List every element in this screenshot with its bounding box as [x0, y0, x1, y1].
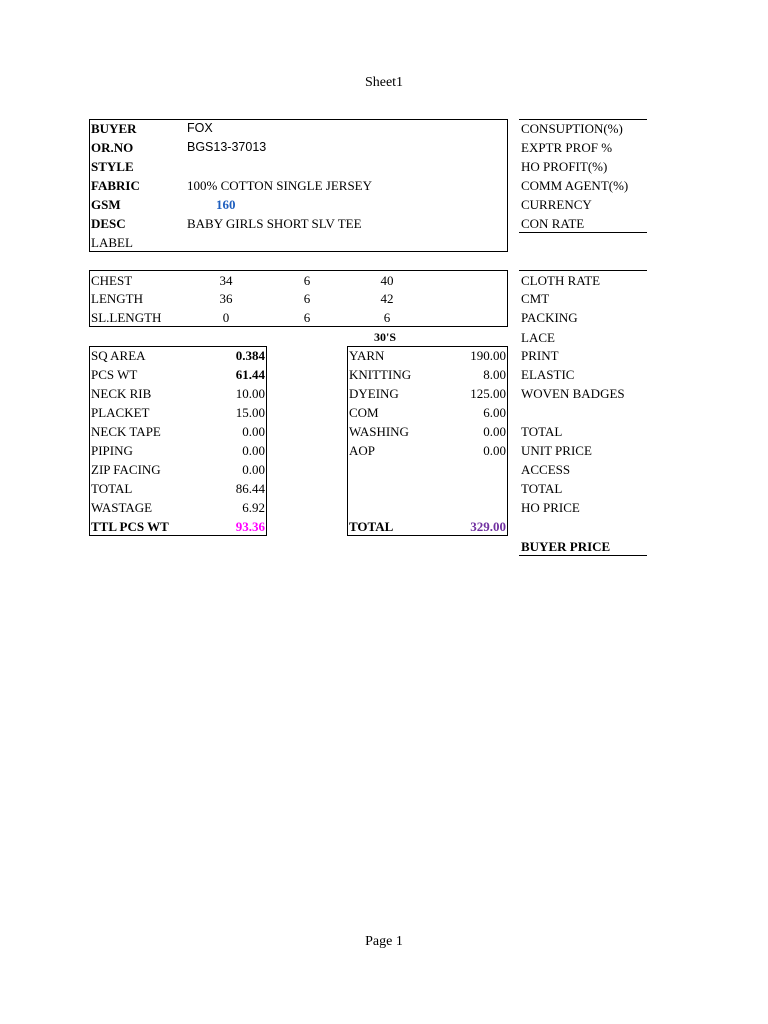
- price-label: LACE: [521, 330, 555, 345]
- rate-label: CON RATE: [521, 216, 585, 231]
- cost-value: 125.00: [470, 386, 506, 401]
- price-label: ACCESS: [521, 462, 571, 477]
- measure-value: 36: [219, 291, 233, 306]
- divider: [519, 555, 647, 556]
- cost-label: KNITTING: [349, 367, 412, 382]
- weight-value: 0.384: [235, 348, 265, 363]
- cost-label: YARN: [349, 348, 385, 363]
- weight-label: PIPING: [91, 443, 133, 458]
- orno-label: OR.NO: [91, 140, 134, 155]
- cost-value: 6.00: [483, 405, 506, 420]
- rate-label: EXPTR PROF %: [521, 140, 613, 155]
- weight-label: ZIP FACING: [91, 462, 161, 477]
- weight-label: WASTAGE: [91, 500, 153, 515]
- price-label: ELASTIC: [521, 367, 575, 382]
- measure-value: 0: [222, 310, 230, 325]
- rate-label: CURRENCY: [521, 197, 592, 212]
- measure-value: 34: [219, 273, 233, 288]
- cost-total-value: 329.00: [470, 519, 506, 534]
- weight-value: 86.44: [235, 481, 265, 496]
- weight-label: NECK RIB: [91, 386, 152, 401]
- measure-label: CHEST: [91, 273, 133, 288]
- weight-value: 0.00: [242, 462, 265, 477]
- measure-value: 42: [380, 291, 394, 306]
- gsm-label: GSM: [91, 197, 121, 212]
- measure-value: 6: [383, 310, 391, 325]
- page-number: Page 1: [365, 934, 403, 949]
- rate-label: COMM AGENT(%): [521, 178, 629, 193]
- cost-label: COM: [349, 405, 379, 420]
- rate-label: HO PROFIT(%): [521, 159, 608, 174]
- measure-label: SL.LENGTH: [91, 310, 162, 325]
- divider: [519, 119, 647, 120]
- gsm-value: 160: [216, 197, 236, 212]
- fabric-value: 100% COTTON SINGLE JERSEY: [187, 178, 373, 193]
- price-label: HO PRICE: [521, 500, 580, 515]
- buyer-value: FOX: [187, 121, 213, 135]
- weight-label: PCS WT: [91, 367, 138, 382]
- measure-value: 6: [303, 273, 311, 288]
- buyer-price-label: BUYER PRICE: [521, 539, 611, 554]
- sheet-title: Sheet1: [364, 75, 404, 90]
- weight-value: 6.92: [242, 500, 265, 515]
- cost-label: AOP: [349, 443, 376, 458]
- price-label: CMT: [521, 291, 550, 306]
- weight-label: NECK TAPE: [91, 424, 161, 439]
- style-label: STYLE: [91, 159, 134, 174]
- price-label: UNIT PRICE: [521, 443, 592, 458]
- measure-value: 40: [380, 273, 394, 288]
- weight-value: 0.00: [242, 443, 265, 458]
- cost-value: 0.00: [483, 443, 506, 458]
- measure-value: 6: [303, 310, 311, 325]
- cost-label: WASHING: [349, 424, 409, 439]
- weight-label: SQ AREA: [91, 348, 146, 363]
- ttl-pcs-wt-value: 93.36: [235, 519, 265, 534]
- ttl-pcs-wt-label: TTL PCS WT: [91, 519, 169, 534]
- price-label: PACKING: [521, 310, 578, 325]
- weight-value: 0.00: [242, 424, 265, 439]
- weight-label: PLACKET: [91, 405, 150, 420]
- divider: [519, 232, 647, 233]
- cost-value: 190.00: [470, 348, 506, 363]
- cost-value: 0.00: [483, 424, 506, 439]
- fabric-label: FABRIC: [91, 178, 140, 193]
- price-label: CLOTH RATE: [521, 273, 601, 288]
- cost-label: DYEING: [349, 386, 399, 401]
- cost-value: 8.00: [483, 367, 506, 382]
- measure-label: LENGTH: [91, 291, 143, 306]
- rate-label: CONSUPTION(%): [521, 121, 623, 136]
- divider: [519, 270, 647, 271]
- label-label: LABEL: [91, 235, 133, 250]
- cost-total-label: TOTAL: [349, 519, 394, 534]
- price-label: TOTAL: [521, 424, 563, 439]
- measure-value: 6: [303, 291, 311, 306]
- weight-label: TOTAL: [91, 481, 133, 496]
- buyer-label: BUYER: [91, 121, 137, 136]
- price-label: PRINT: [521, 348, 559, 363]
- weight-value: 15.00: [235, 405, 265, 420]
- price-label: TOTAL: [521, 481, 563, 496]
- desc-value: BABY GIRLS SHORT SLV TEE: [187, 216, 362, 231]
- price-label: WOVEN BADGES: [521, 386, 625, 401]
- yarn-count: 30'S: [373, 330, 396, 344]
- orno-value: BGS13-37013: [187, 140, 267, 154]
- desc-label: DESC: [91, 216, 126, 231]
- weight-value: 10.00: [235, 386, 265, 401]
- weight-value: 61.44: [235, 367, 265, 382]
